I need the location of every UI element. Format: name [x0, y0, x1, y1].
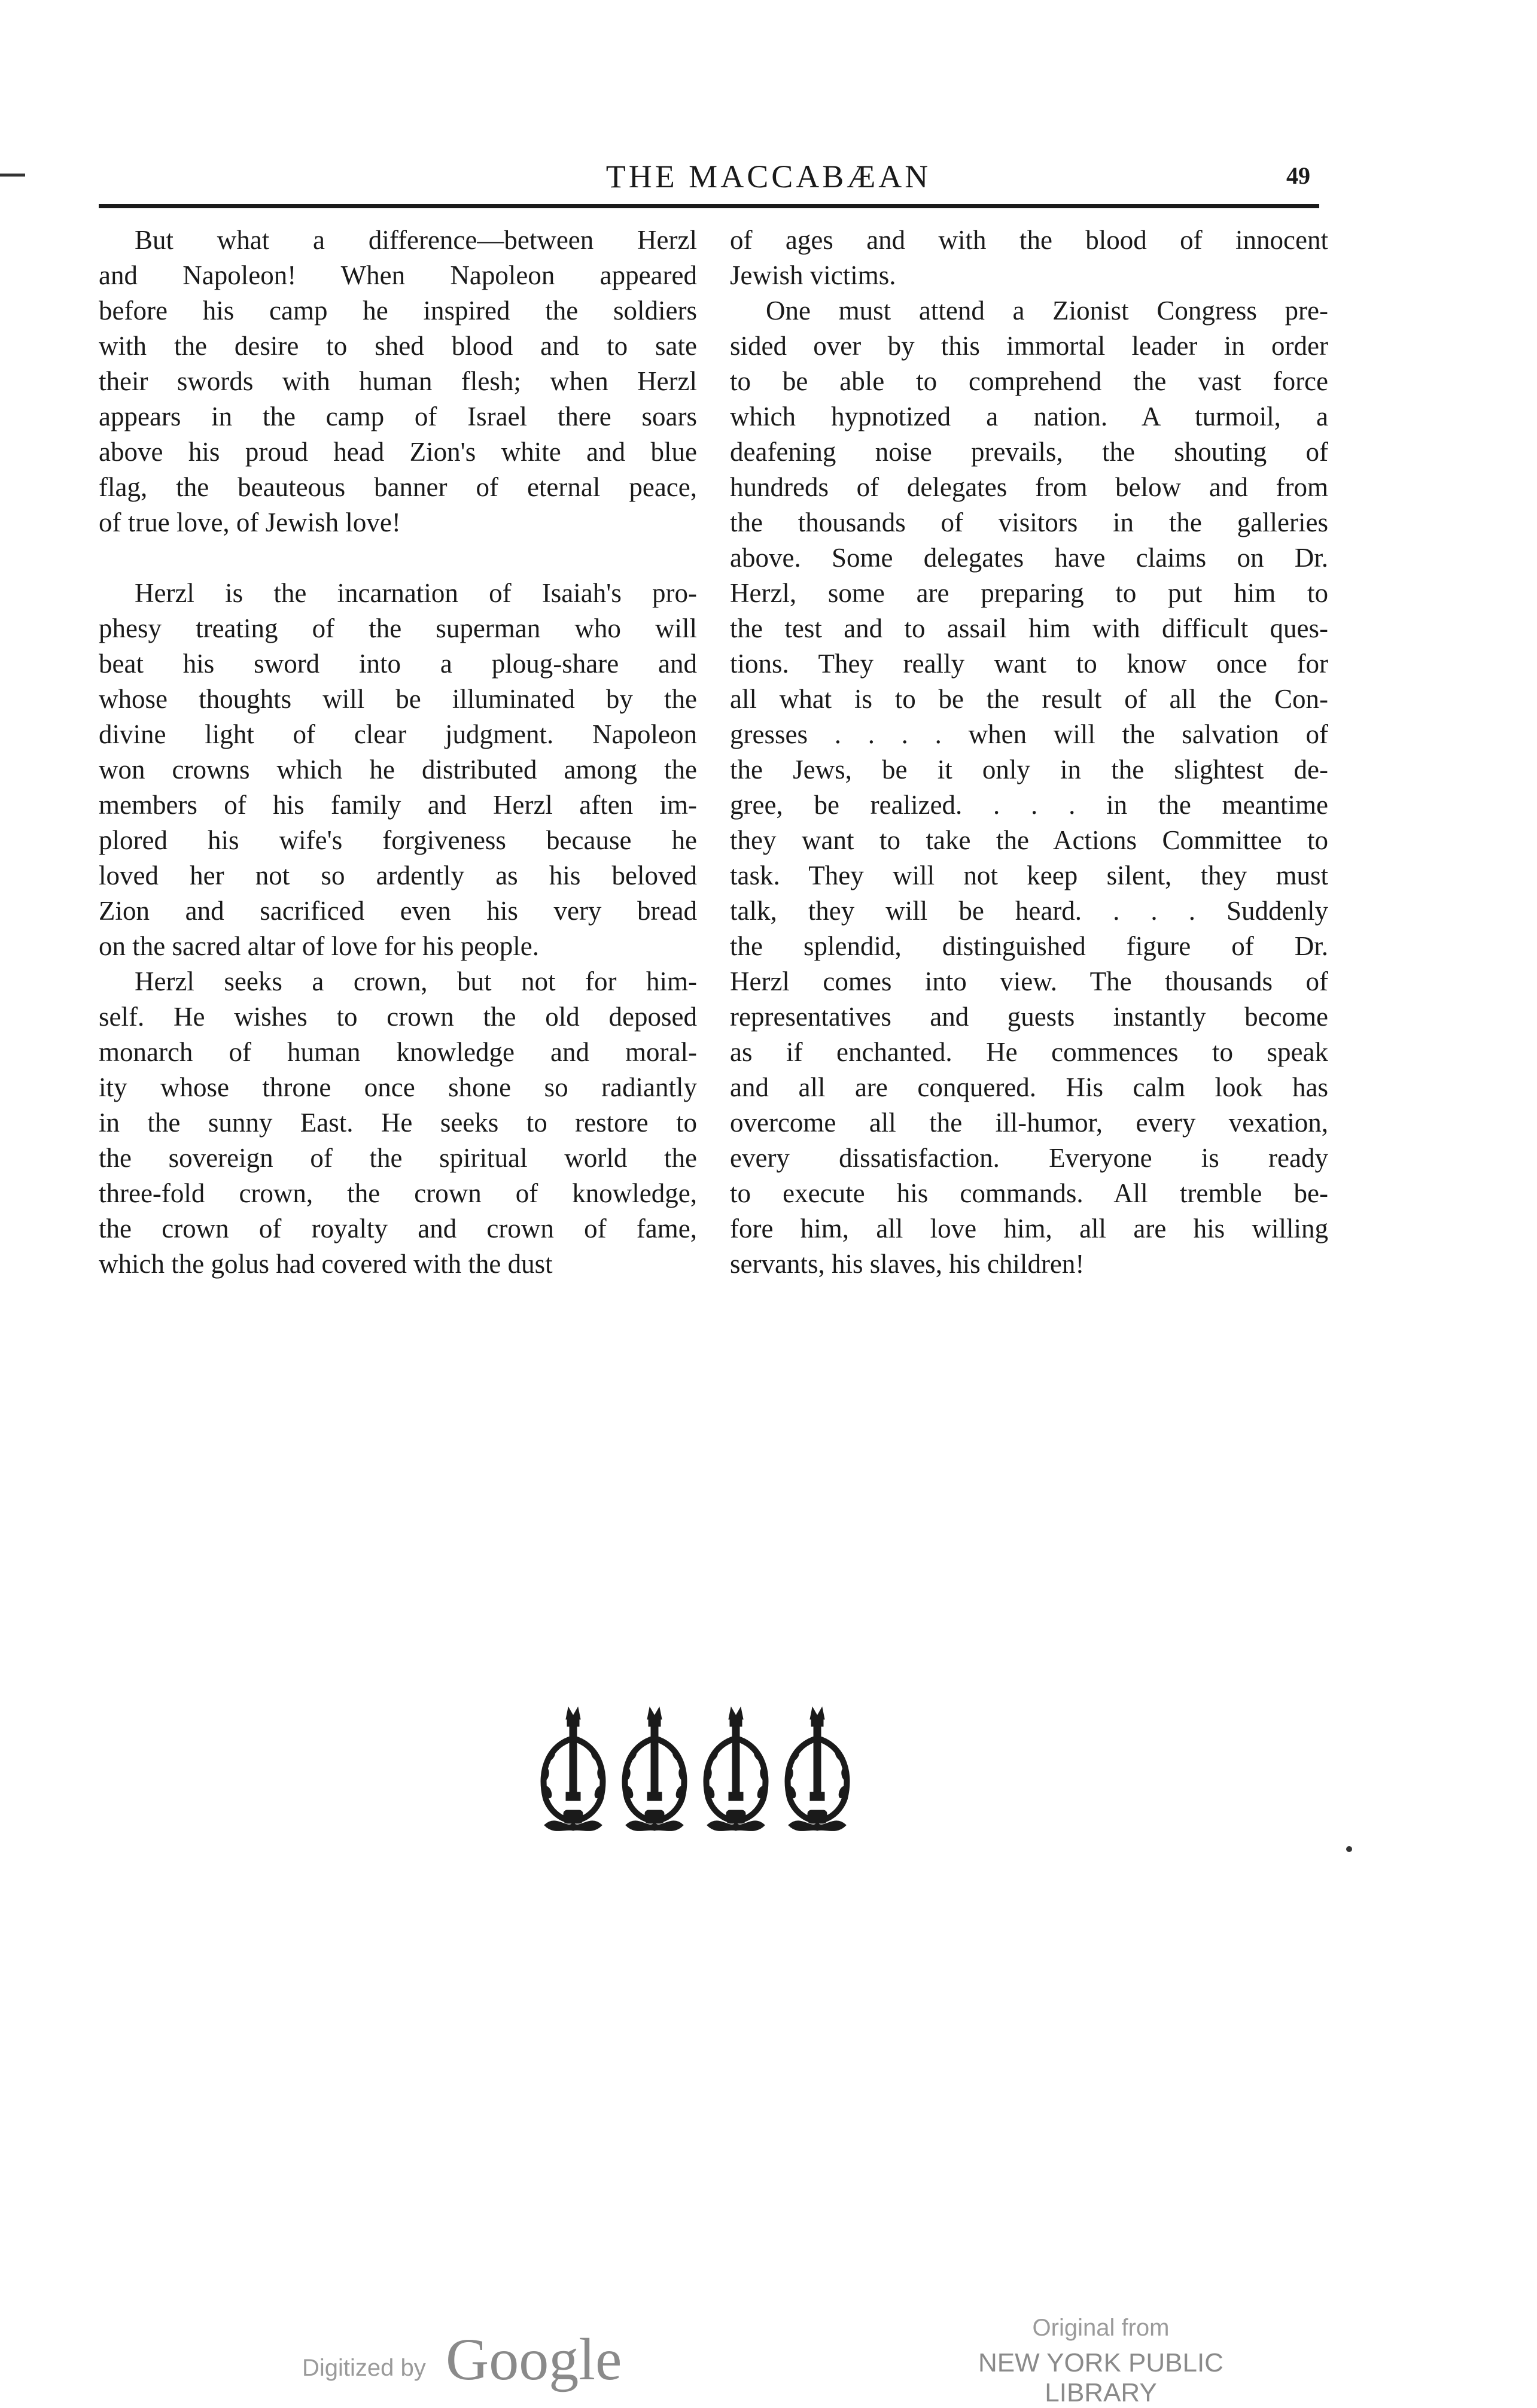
paragraph-gap	[99, 540, 697, 576]
text-line: Jewish victims.	[730, 260, 896, 290]
scan-edge-mark	[1346, 1846, 1352, 1852]
text-line: divine light of clear judgment. Napoleon	[99, 719, 697, 749]
running-title: THE MACCABÆAN	[605, 159, 932, 194]
text-line: gresses . . . . when will the salvation of	[730, 719, 1328, 749]
header-rule	[99, 204, 1319, 208]
scan-edge-mark	[0, 174, 25, 177]
text-line: their swords with human flesh; when Herzl	[99, 366, 697, 396]
text-line: Zion and sacrificed even his very bread	[99, 896, 697, 926]
text-line: of true love, of Jewish love!	[99, 507, 401, 537]
text-line: the sovereign of the spiritual world the	[99, 1143, 697, 1173]
text-line: monarch of human knowledge and moral-	[99, 1037, 697, 1067]
text-line: the thousands of visitors in the galleries	[730, 507, 1328, 537]
text-line: representatives and guests instantly become	[730, 1002, 1328, 1032]
text-line: deafening noise prevails, the shouting of	[730, 437, 1328, 467]
original-from-label: Original from	[1032, 2315, 1170, 2341]
text-line: One must attend a Zionist Congress pre-	[766, 296, 1328, 326]
text-line: with the desire to shed blood and to sate	[99, 331, 697, 361]
text-line: all what is to be the result of all the Con-	[730, 684, 1328, 714]
text-line: phesy treating of the superman who will	[99, 613, 697, 643]
paragraph	[99, 576, 697, 964]
text-line: fore him, all love him, all are his willing	[730, 1214, 1328, 1243]
torch-wreath-ornament-icon	[532, 1702, 856, 1846]
paragraph	[730, 293, 1328, 1282]
page-number: 49	[1286, 162, 1310, 189]
text-line: above his proud head Zion's white and blue	[99, 437, 697, 467]
text-line: in the sunny East. He seeks to restore to	[99, 1108, 697, 1138]
text-line: servants, his slaves, his children!	[730, 1249, 1085, 1279]
text-line: they want to take the Actions Committee to	[730, 825, 1328, 855]
text-line: on the sacred altar of love for his people.	[99, 931, 539, 961]
text-line: to be able to comprehend the vast force	[730, 366, 1328, 396]
text-line: and Napoleon! When Napoleon appeared	[99, 260, 697, 290]
text-line: the crown of royalty and crown of fame,	[99, 1214, 697, 1243]
text-line: talk, they will be heard. . . . Suddenly	[730, 896, 1328, 926]
text-line: to execute his commands. All tremble be-	[730, 1178, 1328, 1208]
text-line: appears in the camp of Israel there soars	[99, 402, 697, 431]
text-line: whose thoughts will be illuminated by the	[99, 684, 697, 714]
text-line: self. He wishes to crown the old deposed	[99, 1002, 697, 1032]
text-line: the test and to assail him with difficult ques-	[730, 613, 1328, 643]
text-line: the splendid, distinguished figure of Dr.	[730, 931, 1328, 961]
text-line: Herzl seeks a crown, but not for him-	[135, 966, 697, 996]
text-line: gree, be realized. . . . in the meantime	[730, 790, 1328, 820]
text-line: ity whose throne once shone so radiantly	[99, 1072, 697, 1102]
library-name: NEW YORK PUBLIC LIBRARY	[978, 2348, 1223, 2407]
text-line: Herzl comes into view. The thousands of	[730, 966, 1328, 996]
text-line: Herzl is the incarnation of Isaiah's pro-	[135, 578, 697, 608]
text-line: flag, the beauteous banner of eternal peace,	[99, 472, 697, 502]
text-line: and all are conquered. His calm look has	[730, 1072, 1328, 1102]
text-line: But what a difference—between Herzl	[135, 225, 697, 255]
text-line: overcome all the ill-humor, every vexation,	[730, 1108, 1328, 1138]
text-line: hundreds of delegates from below and from	[730, 472, 1328, 502]
text-line: Herzl, some are preparing to put him to	[730, 578, 1328, 608]
paragraph	[99, 964, 697, 1282]
text-line: plored his wife's forgiveness because he	[99, 825, 697, 855]
text-line: tions. They really want to know once for	[730, 649, 1328, 679]
text-line: before his camp he inspired the soldiers	[99, 296, 697, 326]
text-line: loved her not so ardently as his beloved	[99, 861, 697, 890]
text-line: of ages and with the blood of innocent	[730, 225, 1328, 255]
text-line: task. They will not keep silent, they must	[730, 861, 1328, 890]
text-line: as if enchanted. He commences to speak	[730, 1037, 1328, 1067]
google-logo: Google	[446, 2326, 622, 2392]
text-line: sided over by this immortal leader in order	[730, 331, 1328, 361]
text-line: the Jews, be it only in the slightest de-	[730, 755, 1328, 785]
text-line: above. Some delegates have claims on Dr.	[730, 543, 1328, 573]
digitized-by-label: Digitized by	[302, 2355, 426, 2381]
text-line: members of his family and Herzl aften im-	[99, 790, 697, 820]
right-text-column	[730, 223, 1328, 1282]
text-line: won crowns which he distributed among the	[99, 755, 697, 785]
text-line: which hypnotized a nation. A turmoil, a	[730, 402, 1328, 431]
text-line: which the golus had covered with the dust	[99, 1249, 553, 1279]
text-line: beat his sword into a ploug-share and	[99, 649, 697, 679]
paragraph	[99, 223, 697, 540]
text-line: every dissatisfaction. Everyone is ready	[730, 1143, 1328, 1173]
paragraph	[730, 223, 1328, 293]
left-text-column	[99, 223, 697, 1282]
text-line: three-fold crown, the crown of knowledge,	[99, 1178, 697, 1208]
